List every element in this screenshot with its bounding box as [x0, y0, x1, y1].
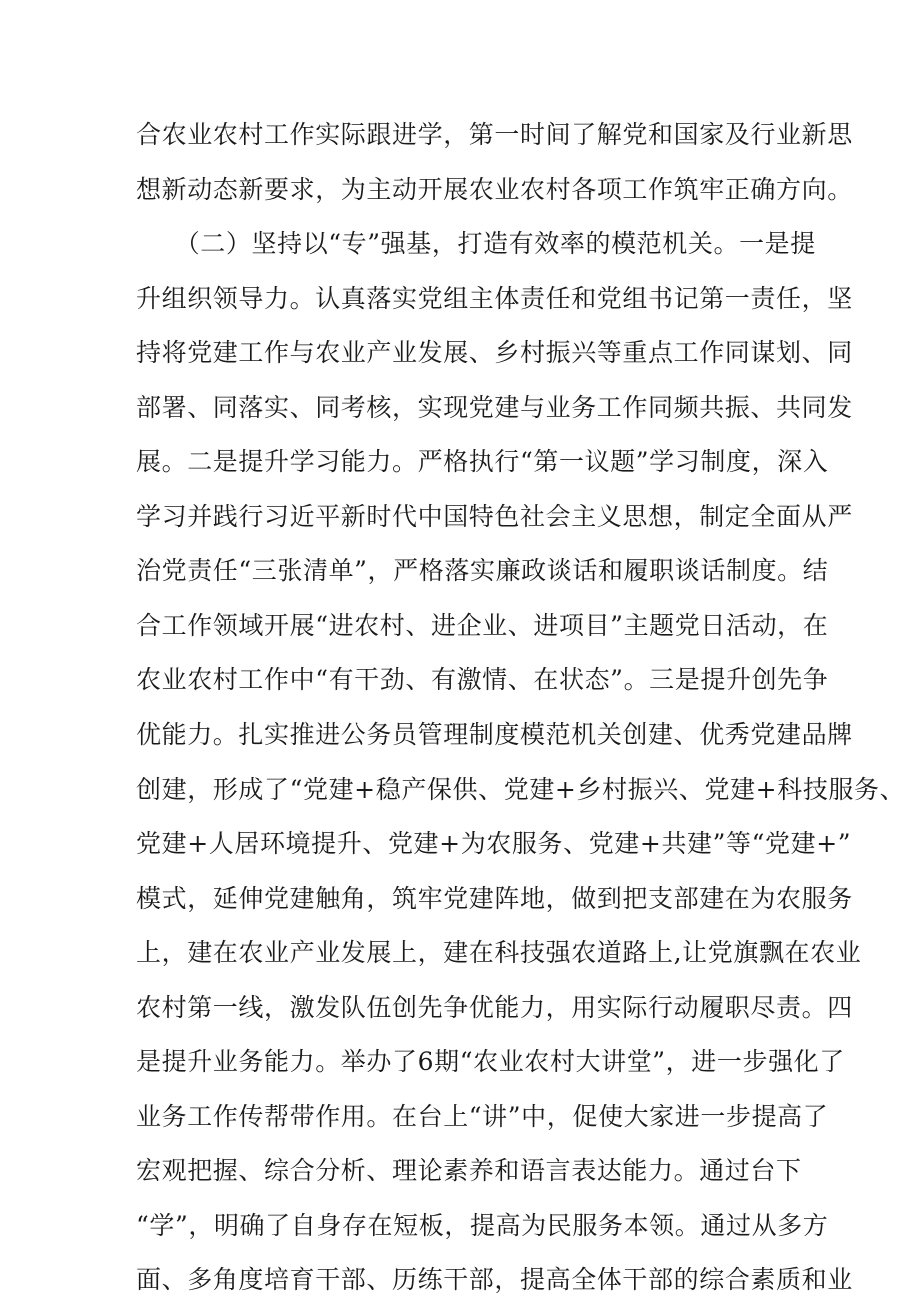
- text-line: 创建，形成了“党建+稳产保供、党建+乡村振兴、党建+科技服务、: [136, 774, 906, 804]
- text-line: 持将党建工作与农业产业发展、乡村振兴等重点工作同谋划、同: [136, 338, 853, 368]
- text-line: 展。二是提升学习能力。严格执行“第一议题”学习制度，深入: [136, 447, 829, 477]
- text-line: 面、多角度培育干部、历练干部，提高全体干部的综合素质和业: [136, 1265, 853, 1295]
- text-line: 党建+人居环境提升、党建+为农服务、党建+共建”等“党建+”: [136, 829, 852, 859]
- text-line: 是提升业务能力。举办了6期“农业农村大讲堂”，进一步强化了: [136, 1047, 845, 1077]
- text-line: 学习并践行习近平新时代中国特色社会主义思想，制定全面从严: [136, 501, 853, 531]
- body-text: [136, 108, 906, 1308]
- text-line: 想新动态新要求，为主动开展农业农村各项工作筑牢正确方向。: [136, 174, 853, 204]
- text-line: 农业农村工作中“有干劲、有激情、在状态”。三是提升创先争: [136, 665, 829, 695]
- text-line: 模式，延伸党建触角，筑牢党建阵地，做到把支部建在为农服务: [136, 883, 853, 913]
- text-line: 上，建在农业产业发展上，建在科技强农道路上,让党旗飘在农业: [136, 938, 862, 968]
- text-line: 部署、同落实、同考核，实现党建与业务工作同频共振、共同发: [136, 392, 853, 422]
- text-line: （二）坚持以“专”强基，打造有效率的模范机关。一是提: [136, 229, 816, 259]
- text-line: 宏观把握、综合分析、理论素养和语言表达能力。通过台下: [136, 1156, 802, 1186]
- text-line: 合农业农村工作实际跟进学，第一时间了解党和国家及行业新思: [136, 120, 853, 149]
- text-line: 治党责任“三张清单”，严格落实廉政谈话和履职谈话制度。结: [136, 556, 829, 586]
- text-line: 农村第一线，激发队伍创先争优能力，用实际行动履职尽责。四: [136, 992, 853, 1022]
- text-line: 业务工作传帮带作用。在台上“讲”中，促使大家进一步提高了: [136, 1101, 829, 1131]
- text-line: 升组织领导力。认真落实党组主体责任和党组书记第一责任，坚: [136, 283, 853, 313]
- text-line: 合工作领域开展“进农村、进企业、进项目”主题党日活动，在: [136, 610, 829, 640]
- text-line: “学”，明确了自身存在短板，提高为民服务本领。通过从多方: [136, 1210, 829, 1240]
- text-line: 优能力。扎实推进公务员管理制度模范机关创建、优秀党建品牌: [136, 720, 853, 750]
